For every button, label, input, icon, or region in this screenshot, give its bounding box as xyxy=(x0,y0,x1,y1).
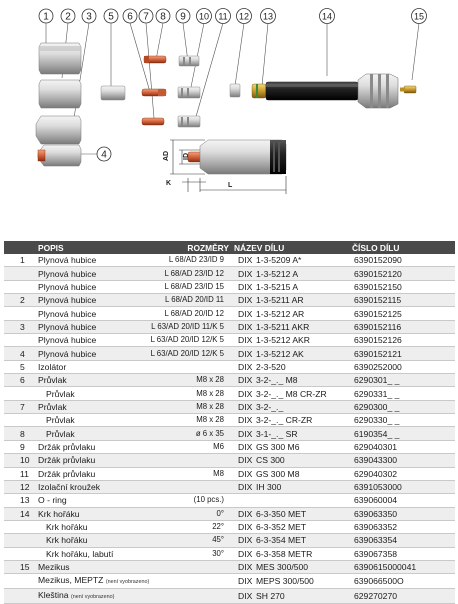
gas-nozzle-3 xyxy=(36,116,81,144)
row-manufacturer: DIX xyxy=(232,507,254,520)
row-part-name: 6-3-352 MET xyxy=(254,520,350,533)
row-number: 9 xyxy=(4,440,36,453)
row-dimensions: 0° xyxy=(132,507,232,520)
row-dimensions: 30° xyxy=(132,547,232,560)
header-nazev-dilu: NÁZEV DÍLU xyxy=(232,241,350,254)
row-manufacturer: DIX xyxy=(232,334,254,347)
contact-tip-8 xyxy=(142,118,164,125)
row-part-name: 1-3-5212 A xyxy=(254,267,350,280)
row-dimensions: L 63/AD 20/ID 12/K 5 xyxy=(132,347,232,360)
table-row xyxy=(4,414,455,427)
row-dimensions: M8 xyxy=(132,467,232,480)
row-note: (není vyobrazeno) xyxy=(105,579,150,586)
row-part-name: 1-3-5212 AK xyxy=(254,347,350,360)
svg-text:1: 1 xyxy=(43,11,49,23)
row-part-number: 629270270 xyxy=(350,589,455,604)
gas-nozzle-1 xyxy=(39,43,81,74)
row-part-name xyxy=(254,494,350,507)
table-row xyxy=(4,507,455,520)
callout-3 xyxy=(82,9,96,23)
svg-text:6: 6 xyxy=(127,11,133,23)
row-manufacturer: DIX xyxy=(232,347,254,360)
row-description xyxy=(36,534,132,547)
row-description-text: Plynová hubice xyxy=(38,268,97,279)
row-description-text: Krk hořáku, labutí xyxy=(46,548,114,559)
row-description xyxy=(36,320,132,333)
row-dimensions: M6 xyxy=(132,440,232,453)
row-part-number: 6290331_ _ xyxy=(350,387,455,400)
row-part-name: 1-3-5209 A* xyxy=(254,254,350,267)
row-manufacturer: DIX xyxy=(232,467,254,480)
row-number: 3 xyxy=(4,320,36,333)
table-row xyxy=(4,360,455,373)
callout-2 xyxy=(61,9,75,23)
row-manufacturer xyxy=(232,494,254,507)
row-dimensions xyxy=(132,360,232,373)
row-description xyxy=(36,387,132,400)
row-description xyxy=(36,547,132,560)
row-number: 5 xyxy=(4,360,36,373)
table-row xyxy=(4,480,455,493)
row-part-number: 639067358 xyxy=(350,547,455,560)
row-description xyxy=(36,427,132,440)
row-part-number: 6290330_ _ xyxy=(350,414,455,427)
row-part-name: MEPS 300/500 xyxy=(254,574,350,589)
row-description xyxy=(36,467,132,480)
table-row xyxy=(4,589,455,604)
callout-11 xyxy=(216,9,231,24)
row-description xyxy=(36,334,132,347)
row-part-name: 6-3-350 MET xyxy=(254,507,350,520)
row-description-text: Kleština xyxy=(38,590,69,601)
callout-14 xyxy=(320,9,335,24)
table-row xyxy=(4,280,455,293)
row-part-number: 639063352 xyxy=(350,520,455,533)
row-number: 2 xyxy=(4,294,36,307)
row-manufacturer: DIX xyxy=(232,400,254,413)
row-dimensions: L 68/AD 23/ID 12 xyxy=(132,267,232,280)
row-number xyxy=(4,520,36,533)
header-popis: POPIS xyxy=(36,241,132,254)
table-row xyxy=(4,574,455,589)
row-number: 8 xyxy=(4,427,36,440)
table-row xyxy=(4,427,455,440)
callout-8 xyxy=(156,9,170,23)
callout-4 xyxy=(97,147,111,161)
row-part-number: 6390252000 xyxy=(350,360,455,373)
row-number xyxy=(4,589,36,604)
row-number xyxy=(4,387,36,400)
row-part-number: 6190354_ _ xyxy=(350,427,455,440)
row-number xyxy=(4,280,36,293)
row-manufacturer: DIX xyxy=(232,360,254,373)
row-number xyxy=(4,307,36,320)
row-part-number: 6390152125 xyxy=(350,307,455,320)
row-number xyxy=(4,534,36,547)
row-number xyxy=(4,547,36,560)
row-number xyxy=(4,574,36,589)
callout-15 xyxy=(412,9,427,24)
row-part-name: 6-3-354 MET xyxy=(254,534,350,547)
table-row xyxy=(4,560,455,573)
row-description-text: Průvlak xyxy=(46,415,75,426)
header-spacer xyxy=(4,241,36,254)
row-manufacturer: DIX xyxy=(232,574,254,589)
table-row xyxy=(4,374,455,387)
row-description-text: Plynová hubice xyxy=(38,255,97,266)
row-part-name: 1-3-5212 AKR xyxy=(254,334,350,347)
svg-text:5: 5 xyxy=(108,11,114,23)
row-description xyxy=(36,454,132,467)
svg-text:7: 7 xyxy=(143,11,149,23)
row-description xyxy=(36,440,132,453)
row-manufacturer: DIX xyxy=(232,589,254,604)
row-description-text: Průvlak xyxy=(38,401,67,412)
row-description-text: Plynová hubice xyxy=(38,308,97,319)
tip-holder-9 xyxy=(179,56,199,66)
row-dimensions: M8 x 28 xyxy=(132,414,232,427)
row-dimensions: ø 6 x 35 xyxy=(132,427,232,440)
svg-text:K: K xyxy=(166,180,172,187)
svg-text:11: 11 xyxy=(218,11,228,22)
row-dimensions xyxy=(132,589,232,604)
row-part-number: 629040301 xyxy=(350,440,455,453)
row-part-number: 639060004 xyxy=(350,494,455,507)
row-description-text: Krk hořáku xyxy=(46,535,88,546)
row-description-text: Plynová hubice xyxy=(38,348,97,359)
row-description xyxy=(36,267,132,280)
row-description xyxy=(36,400,132,413)
table-row xyxy=(4,400,455,413)
svg-text:12: 12 xyxy=(238,11,250,22)
row-part-name: 1-3-5212 AR xyxy=(254,307,350,320)
row-manufacturer: DIX xyxy=(232,440,254,453)
svg-text:4: 4 xyxy=(101,149,107,161)
callout-5 xyxy=(104,9,118,23)
table-row xyxy=(4,320,455,333)
row-part-number: 629040302 xyxy=(350,467,455,480)
svg-text:ID: ID xyxy=(183,153,190,160)
svg-text:13: 13 xyxy=(262,11,274,22)
row-description xyxy=(36,560,132,573)
table-row xyxy=(4,307,455,320)
row-part-name: 3-2-_._ CR-ZR xyxy=(254,414,350,427)
row-manufacturer: DIX xyxy=(232,534,254,547)
table-row xyxy=(4,334,455,347)
svg-text:15: 15 xyxy=(413,11,425,22)
row-description-text: Mezikus xyxy=(38,562,70,573)
tip-holder-10 xyxy=(178,87,200,98)
row-dimensions: L 68/AD 23/ID 9 xyxy=(132,254,232,267)
row-manufacturer: DIX xyxy=(232,280,254,293)
row-part-number: 6290300_ _ xyxy=(350,400,455,413)
svg-text:2: 2 xyxy=(65,11,71,23)
row-part-number: 6390152120 xyxy=(350,267,455,280)
table-row xyxy=(4,294,455,307)
row-dimensions: (10 pcs.) xyxy=(132,494,232,507)
callout-6 xyxy=(123,9,137,23)
row-part-name: MES 300/500 xyxy=(254,560,350,573)
svg-text:9: 9 xyxy=(180,11,186,23)
table-header-row xyxy=(4,241,455,254)
row-part-name: 3-1-_._ SR xyxy=(254,427,350,440)
row-description xyxy=(36,494,132,507)
row-description xyxy=(36,307,132,320)
row-description-text: Držák průvlaku xyxy=(38,455,96,466)
table-body xyxy=(4,254,455,604)
row-description-text: Krk hořáku xyxy=(38,508,80,519)
row-number: 4 xyxy=(4,347,36,360)
row-dimensions: L 68/AD 23/ID 15 xyxy=(132,280,232,293)
row-dimensions xyxy=(132,560,232,573)
row-number xyxy=(4,267,36,280)
gas-nozzle-4 xyxy=(38,145,81,166)
row-part-name: SH 270 xyxy=(254,589,350,604)
parts-table xyxy=(4,241,455,604)
row-number: 7 xyxy=(4,400,36,413)
row-manufacturer: DIX xyxy=(232,414,254,427)
row-dimensions: M8 x 28 xyxy=(132,374,232,387)
row-part-name: 2-3-520 xyxy=(254,360,350,373)
row-manufacturer: DIX xyxy=(232,320,254,333)
svg-text:14: 14 xyxy=(321,11,333,22)
table-row xyxy=(4,520,455,533)
contact-tip-7 xyxy=(142,89,166,96)
row-manufacturer: DIX xyxy=(232,560,254,573)
gas-nozzle-2 xyxy=(39,80,81,108)
row-part-name: GS 300 M8 xyxy=(254,467,350,480)
tip-holder-11 xyxy=(178,116,200,127)
row-number: 1 xyxy=(4,254,36,267)
row-description xyxy=(36,254,132,267)
row-manufacturer: DIX xyxy=(232,480,254,493)
row-description-text: Mezikus, MEPTZ xyxy=(38,575,104,586)
row-dimensions: 45° xyxy=(132,534,232,547)
row-description-text: Průvlak xyxy=(38,375,67,386)
table-row xyxy=(4,547,455,560)
row-part-name: 3-2-_._ M8 xyxy=(254,374,350,387)
row-dimensions xyxy=(132,454,232,467)
row-dimensions: L 68/AD 20/ID 11 xyxy=(132,294,232,307)
adapter xyxy=(400,86,416,93)
svg-text:3: 3 xyxy=(86,11,92,23)
row-description xyxy=(36,294,132,307)
svg-text:8: 8 xyxy=(160,11,166,23)
parts-diagram xyxy=(0,0,458,232)
row-manufacturer: DIX xyxy=(232,454,254,467)
table-row xyxy=(4,387,455,400)
table-row xyxy=(4,494,455,507)
row-manufacturer: DIX xyxy=(232,267,254,280)
table-row xyxy=(4,467,455,480)
table-row xyxy=(4,254,455,267)
row-description xyxy=(36,520,132,533)
torch-neck xyxy=(252,74,398,108)
row-description-text: Plynová hubice xyxy=(38,281,97,292)
table-row xyxy=(4,347,455,360)
row-description-text: Držák průvlaku xyxy=(38,441,96,452)
row-dimensions: L 68/AD 20/ID 12 xyxy=(132,307,232,320)
row-part-number: 639063350 xyxy=(350,507,455,520)
row-part-name: IH 300 xyxy=(254,480,350,493)
row-dimensions xyxy=(132,480,232,493)
row-number: 14 xyxy=(4,507,36,520)
callout-9 xyxy=(176,9,190,23)
row-manufacturer: DIX xyxy=(232,374,254,387)
row-part-name: CS 300 xyxy=(254,454,350,467)
row-description-text: Plynová hubice xyxy=(38,335,97,346)
contact-tip-6 xyxy=(144,56,166,63)
row-dimensions: 22° xyxy=(132,520,232,533)
row-part-name: 3-2-_._ xyxy=(254,400,350,413)
row-number: 11 xyxy=(4,467,36,480)
row-manufacturer: DIX xyxy=(232,254,254,267)
callout-10 xyxy=(197,9,212,24)
row-description xyxy=(36,574,150,589)
callout-1 xyxy=(39,9,53,23)
row-part-number: 6390152090 xyxy=(350,254,455,267)
row-dimensions: M8 x 28 xyxy=(132,387,232,400)
row-part-name: 1-3-5215 A xyxy=(254,280,350,293)
row-description xyxy=(36,507,132,520)
row-part-name: GS 300 M6 xyxy=(254,440,350,453)
row-number xyxy=(4,334,36,347)
svg-text:10: 10 xyxy=(198,11,210,22)
row-description xyxy=(36,360,132,373)
row-description xyxy=(36,480,132,493)
assembled-torch-head xyxy=(188,140,286,174)
callout-12 xyxy=(237,9,252,24)
row-part-number: 6390152126 xyxy=(350,334,455,347)
row-note: (není vyobrazeno) xyxy=(70,594,115,601)
row-description-text: Držák průvlaku xyxy=(38,468,96,479)
svg-text:AD: AD xyxy=(163,150,170,161)
row-description-text: Krk hořáku xyxy=(46,522,88,533)
row-part-name: 1-3-5211 AKR xyxy=(254,320,350,333)
row-dimensions: L 63/AD 20/ID 12/K 5 xyxy=(132,334,232,347)
row-part-number: 639063354 xyxy=(350,534,455,547)
row-manufacturer: DIX xyxy=(232,427,254,440)
row-number: 13 xyxy=(4,494,36,507)
callout-13 xyxy=(261,9,276,24)
header-cislo-dilu: ČÍSLO DÍLU xyxy=(350,241,455,254)
row-description xyxy=(36,414,132,427)
table-row xyxy=(4,440,455,453)
insulating-ring xyxy=(230,84,240,97)
row-description xyxy=(36,280,132,293)
row-part-name: 1-3-5211 AR xyxy=(254,294,350,307)
row-description xyxy=(36,589,132,604)
row-manufacturer: DIX xyxy=(232,307,254,320)
row-description xyxy=(36,347,132,360)
row-part-number: 6390152150 xyxy=(350,280,455,293)
row-part-number: 6391053000 xyxy=(350,480,455,493)
header-rozmery: ROZMĚRY xyxy=(132,241,232,254)
row-dimensions: L 63/AD 20/ID 11/K 5 xyxy=(132,320,232,333)
table-row xyxy=(4,454,455,467)
row-part-number: 6390152115 xyxy=(350,294,455,307)
row-part-number: 6290301_ _ xyxy=(350,374,455,387)
row-part-number: 6390152121 xyxy=(350,347,455,360)
row-manufacturer: DIX xyxy=(232,520,254,533)
table-row xyxy=(4,534,455,547)
row-manufacturer: DIX xyxy=(232,387,254,400)
row-description-text: Izolátor xyxy=(38,361,67,372)
row-description-text: O - ring xyxy=(38,495,67,506)
row-description-text: Izolační kroužek xyxy=(38,482,101,493)
row-part-number: 639066500O xyxy=(350,574,455,589)
row-number xyxy=(4,414,36,427)
row-number: 10 xyxy=(4,454,36,467)
row-description-text: Plynová hubice xyxy=(38,321,97,332)
row-description-text: Plynová hubice xyxy=(38,295,97,306)
row-description-text: Průvlak xyxy=(46,428,75,439)
row-description-text: Průvlak xyxy=(46,388,75,399)
svg-text:L: L xyxy=(228,182,233,189)
row-description xyxy=(36,374,132,387)
row-part-name: 3-2-_._ M8 CR-ZR xyxy=(254,387,350,400)
table-row xyxy=(4,267,455,280)
row-part-number: 6390152116 xyxy=(350,320,455,333)
row-part-number: 6390615000041 xyxy=(350,560,455,573)
callout-7 xyxy=(139,9,153,23)
insulator xyxy=(101,86,125,100)
row-manufacturer: DIX xyxy=(232,547,254,560)
row-part-number: 639043300 xyxy=(350,454,455,467)
row-number: 15 xyxy=(4,560,36,573)
row-part-name: 6-3-358 METR xyxy=(254,547,350,560)
row-number: 6 xyxy=(4,374,36,387)
row-manufacturer: DIX xyxy=(232,294,254,307)
row-number: 12 xyxy=(4,480,36,493)
row-dimensions: M8 x 28 xyxy=(132,400,232,413)
